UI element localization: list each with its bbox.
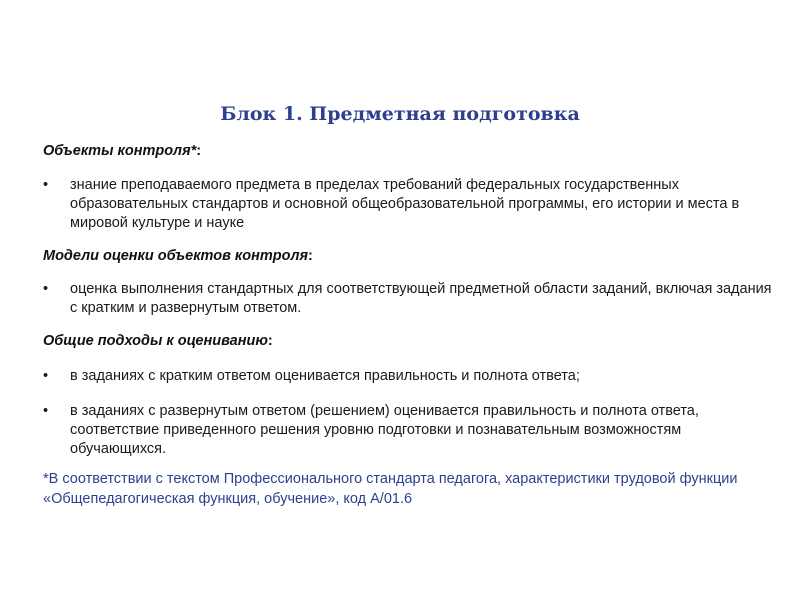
bullet-marker: • [43,403,49,419]
section-heading-control-objects [43,141,201,161]
bullet-marker: • [43,281,49,297]
section-heading-colon: : [267,333,273,349]
section-heading-text: Модели оценки объектов контроля [43,248,309,264]
list-item-text: оценка выполнения стандартных для соответствующей предметной области заданий, включая задания с кратким и развернутым ответом. [70,281,772,316]
list-item [43,367,773,386]
section-heading-assessment-approaches [43,331,273,351]
list-item [43,402,773,459]
slide-title: Блок 1. Предметная подготовка [220,103,580,125]
section-heading-assessment-models [43,246,313,266]
list-item [43,280,773,318]
section-heading-text: Общие подходы к оцениванию [43,333,268,349]
footnote: *В соответствии с текстом Профессионального стандарта педагога, характеристики трудовой функции «Общепедагогическая функция, обучение», код А/01.6 [43,471,738,507]
list-item [43,176,773,233]
section-heading-colon: : [308,248,313,264]
bullet-marker: • [43,177,49,193]
list-item-text: знание преподаваемого предмета в пределах требований федеральных государственных образовательных стандартов и основной общеобразовательной программы, его истории и места в мировой культуре и науке [70,177,740,231]
list-item-text: в заданиях с кратким ответом оценивается правильность и полнота ответа; [70,368,580,384]
list-item-text: в заданиях с развернутым ответом (решением) оценивается правильность и полнота ответа, соответствие приведенного решения уровню подготовки и познавательным возможностям обучающихся. [70,403,699,457]
section-heading-text: Объекты контроля* [43,143,197,159]
bullet-marker: • [43,368,49,384]
section-heading-colon: : [196,143,202,159]
